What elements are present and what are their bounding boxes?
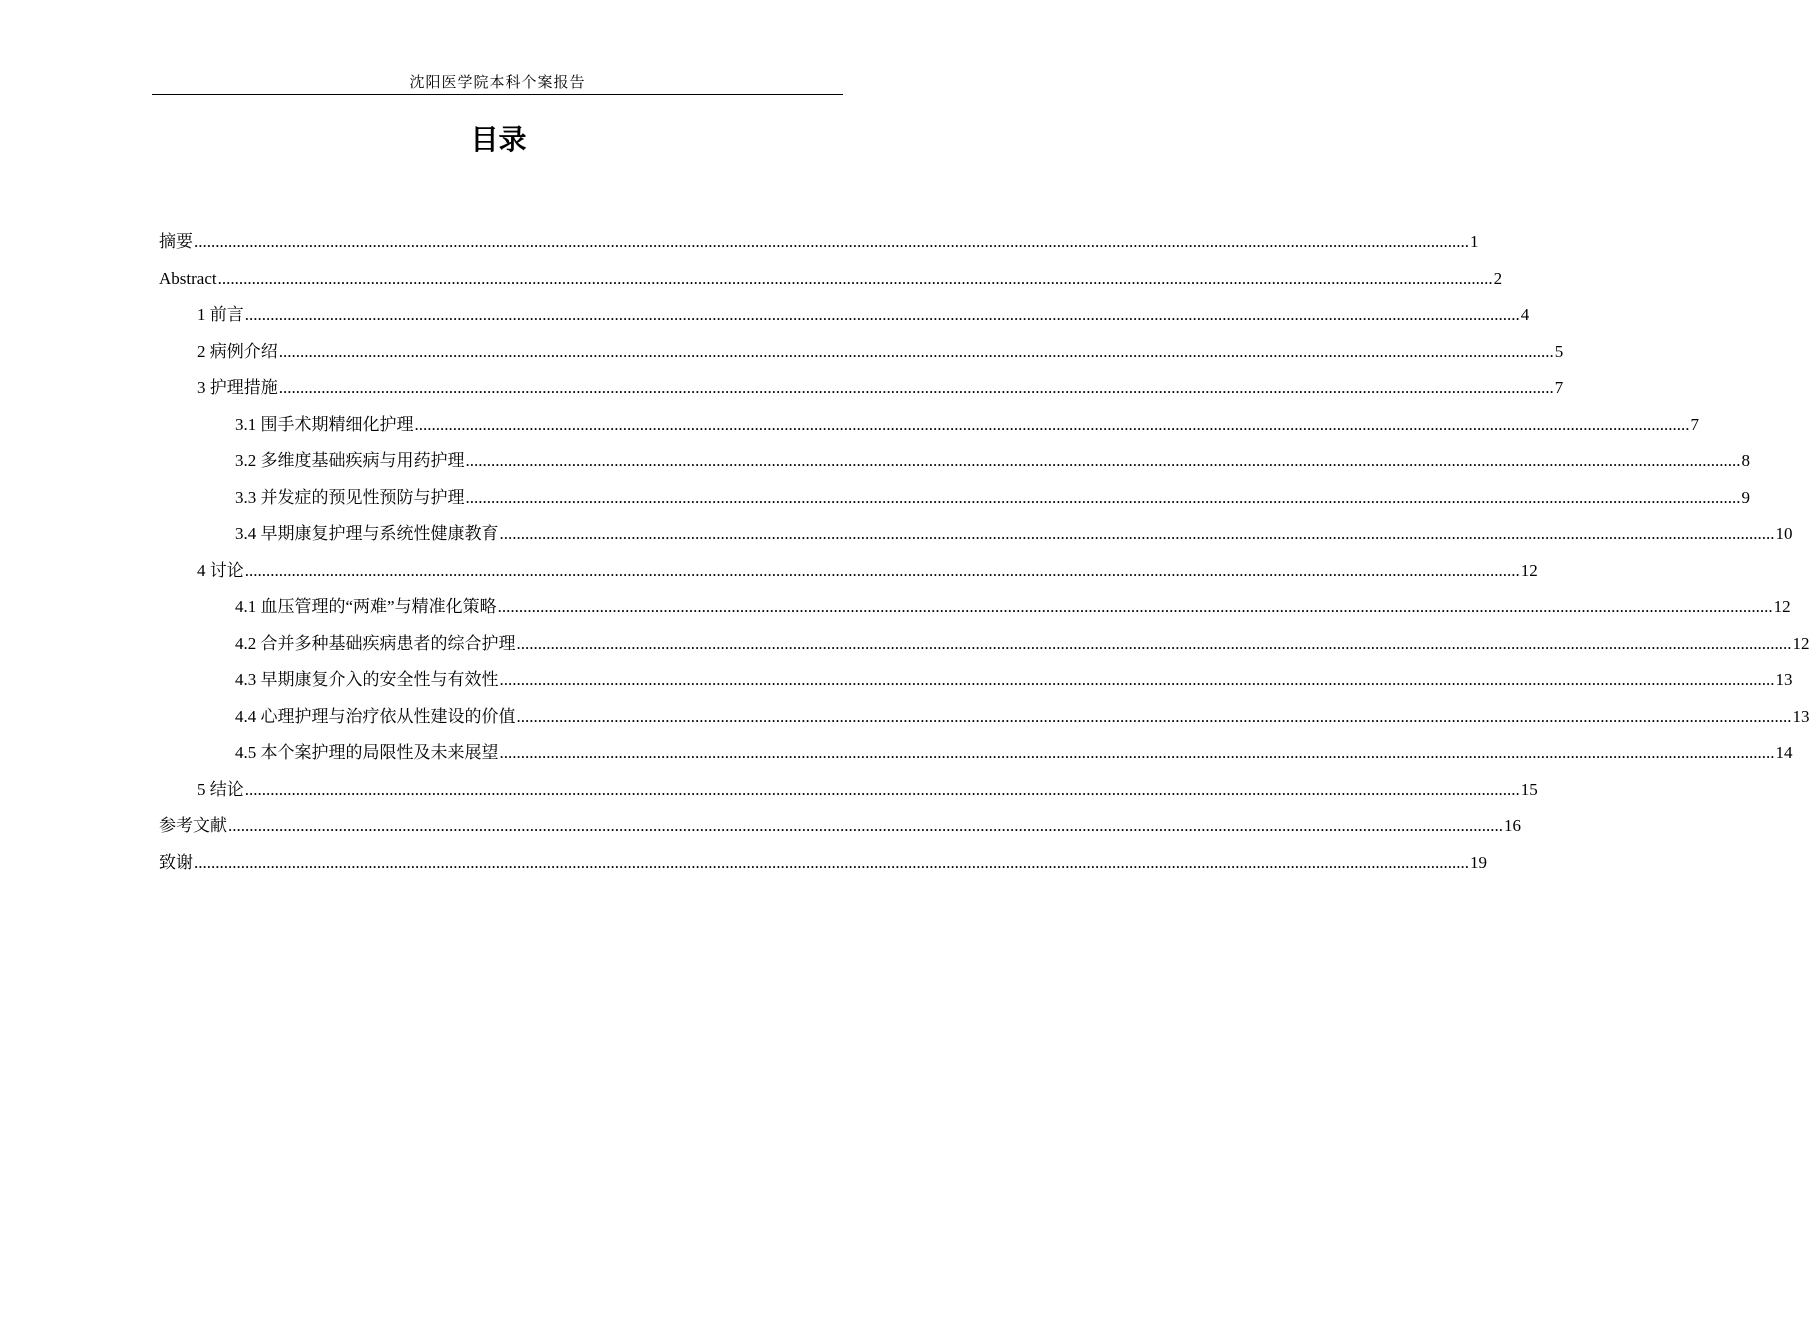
toc-entry-page: 5 [1554, 341, 1564, 361]
toc-entry-page: 8 [1741, 451, 1750, 470]
toc-entry-label: 4.5 本个案护理的局限性及未来展望 [235, 743, 499, 762]
toc-entry-label: 致谢 [159, 852, 193, 872]
toc-entry-page: 2 [1493, 268, 1503, 288]
toc-leader-dots: ............................................................................................................................................................................................................................................................................................................ [465, 487, 1741, 507]
toc-entry-label: 4.3 早期康复介入的安全性与有效性 [235, 670, 499, 689]
toc-leader-dots: ............................................................................................................................................................................................................................................................................................................ [278, 378, 1554, 397]
toc-leader-dots: ............................................................................................................................................................................................................................................................................................................ [499, 670, 1775, 689]
toc-leader-dots: ............................................................................................................................................................................................................................................................................................................ [244, 305, 1520, 324]
toc-entry-label: 3.2 多维度基础疾病与用药护理 [235, 451, 465, 470]
toc-entry[interactable] [235, 516, 1793, 552]
toc-entry-page: 19 [1470, 852, 1487, 872]
toc-leader-dots: ............................................................................................................................................................................................................................................................................................................ [217, 268, 1493, 288]
toc-entry-label: 摘要 [159, 232, 193, 251]
toc-entry[interactable] [235, 407, 1699, 443]
toc-entry-label: 3.1 围手术期精细化护理 [235, 414, 414, 434]
toc-entry[interactable] [235, 443, 1750, 479]
toc-entry-page: 16 [1504, 816, 1521, 835]
toc-entry-label: 1 前言 [197, 305, 244, 324]
toc-entry-page: 12 [1520, 560, 1538, 580]
toc-entry-label: 2 病例介绍 [197, 341, 278, 361]
toc-entry-label: Abstract [159, 268, 217, 288]
toc-leader-dots: ............................................................................................................................................................................................................................................................................................................ [465, 451, 1741, 470]
toc-entry-label: 4.2 合并多种基础疾病患者的综合护理 [235, 633, 516, 653]
toc-leader-dots: ............................................................................................................................................................................................................................................................................................................ [194, 852, 1469, 872]
toc-entry[interactable] [235, 699, 1810, 735]
toc-entry[interactable] [159, 845, 1487, 881]
toc-entry[interactable] [159, 224, 1479, 260]
toc-entry-page: 12 [1792, 633, 1810, 653]
toc-entry-label: 3 护理措施 [197, 378, 278, 397]
toc-entry[interactable] [235, 589, 1791, 625]
toc-leader-dots: ............................................................................................................................................................................................................................................................................................................ [194, 232, 1469, 251]
toc-leader-dots: ............................................................................................................................................................................................................................................................................................................ [278, 341, 1554, 361]
toc-leader-dots: ............................................................................................................................................................................................................................................................................................................ [499, 524, 1775, 543]
header-title: 沈阳医学院本科个案报告 [409, 73, 586, 91]
toc-entry-label: 3.3 并发症的预见性预防与护理 [235, 487, 465, 507]
toc-title: 目录 [470, 123, 527, 156]
toc-entry-page: 9 [1741, 487, 1750, 507]
toc-entry[interactable] [159, 808, 1521, 844]
toc-leader-dots: ............................................................................................................................................................................................................................................................................................................ [499, 743, 1775, 762]
toc-entry-page: 14 [1775, 743, 1793, 762]
toc-leader-dots: ............................................................................................................................................................................................................................................................................................................ [516, 633, 1792, 653]
toc-entry[interactable] [197, 334, 1564, 370]
toc-entry[interactable] [197, 370, 1564, 406]
toc-leader-dots: ............................................................................................................................................................................................................................................................................................................ [244, 560, 1520, 580]
toc-entry[interactable] [197, 772, 1538, 808]
toc-leader-dots: ............................................................................................................................................................................................................................................................................................................ [414, 414, 1690, 434]
toc-entry-page: 12 [1773, 597, 1791, 616]
toc-entry-label: 参考文献 [159, 816, 227, 835]
toc-entry-page: 7 [1690, 414, 1699, 434]
toc-leader-dots: ............................................................................................................................................................................................................................................................................................................ [497, 597, 1773, 616]
toc-entry-page: 13 [1775, 670, 1793, 689]
toc-entry-label: 4.1 血压管理的“两难”与精准化策略 [235, 597, 497, 616]
toc-leader-dots: ............................................................................................................................................................................................................................................................................................................ [516, 706, 1792, 726]
toc-entry[interactable] [197, 297, 1530, 333]
toc-entry-label: 4 讨论 [197, 560, 244, 580]
toc-entry[interactable] [159, 261, 1503, 297]
toc-entry[interactable] [235, 480, 1750, 516]
toc-entry[interactable] [197, 553, 1538, 589]
toc-entry[interactable] [235, 662, 1793, 698]
page-header [152, 70, 843, 95]
toc-entry-label: 3.4 早期康复护理与系统性健康教育 [235, 524, 499, 543]
toc-entry-page: 7 [1554, 378, 1564, 397]
toc-leader-dots: ............................................................................................................................................................................................................................................................................................................ [228, 816, 1503, 835]
toc-entry-label: 4.4 心理护理与治疗依从性建设的价值 [235, 706, 516, 726]
toc-leader-dots: ............................................................................................................................................................................................................................................................................................................ [244, 779, 1520, 799]
toc-entry-page: 1 [1470, 232, 1479, 251]
toc-entry-page: 10 [1775, 524, 1793, 543]
toc-entry[interactable] [235, 626, 1810, 662]
toc-entry-label: 5 结论 [197, 779, 244, 799]
toc-entry-page: 15 [1520, 779, 1538, 799]
toc-entry-page: 13 [1792, 706, 1810, 726]
toc-entry[interactable] [235, 735, 1793, 771]
toc-entry-page: 4 [1520, 305, 1530, 324]
